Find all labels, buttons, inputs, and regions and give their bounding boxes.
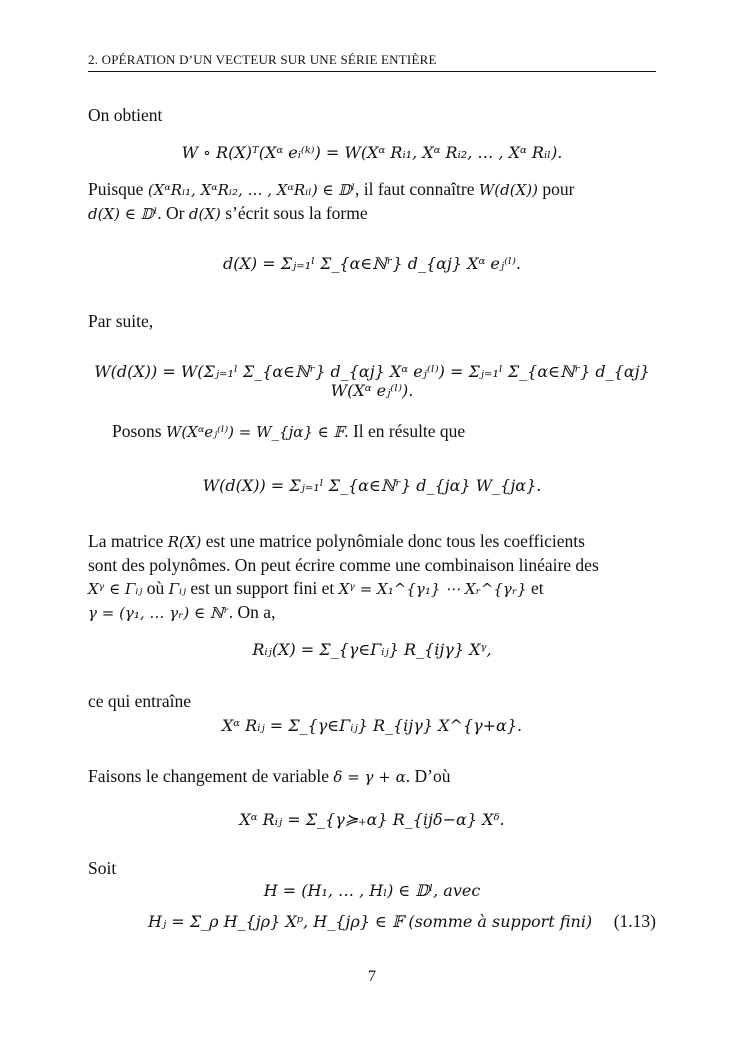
paragraph-soit: Soit: [88, 858, 117, 878]
page-number: 7: [368, 968, 376, 985]
text-segment: sont des polynômes. On peut écrire comme une combinaison linéaire des: [88, 555, 599, 575]
text-segment: pour: [538, 179, 575, 199]
math-inline: Xᵞ ∈ Γᵢⱼ: [88, 580, 143, 598]
math-inline: d(X): [188, 205, 221, 223]
paragraph-posons: [112, 420, 658, 444]
text-segment: et: [526, 578, 544, 598]
equation-change-variable: Xᵅ Rᵢⱼ = Σ_{γ≽₊α} R_{ijδ−α} Xᵟ.: [239, 810, 505, 829]
text-segment: est un support fini et: [186, 578, 339, 598]
math-inline: R(X): [167, 533, 202, 551]
text-segment: où: [142, 578, 169, 598]
text-segment: , il faut connaître: [354, 179, 479, 199]
paragraph-par-suite: Par suite,: [88, 311, 154, 331]
text-segment: s’écrit sous la forme: [220, 203, 368, 223]
math-inline: Γᵢⱼ: [168, 580, 186, 598]
text-segment: . Or: [157, 203, 189, 223]
text-segment: Posons: [112, 421, 166, 441]
equation-h-vector: H = (H₁, … , Hₗ) ∈ 𝔻ˡ, avec: [263, 881, 481, 900]
equation-r-ij: Rᵢⱼ(X) = Σ_{γ∈Γᵢⱼ} R_{ijγ} Xᵞ,: [252, 640, 492, 659]
math-inline: W(Xᵅeⱼ⁽ˡ⁾) = W_{jα} ∈ 𝔽: [165, 423, 345, 441]
equation-w-composed-r: W ∘ R(X)ᵀ(Xᵅ eᵢ⁽ᵏ⁾) = W(Xᵅ Rᵢ₁, Xᵅ Rᵢ₂, … , Xᵅ Rᵢₗ).: [181, 143, 563, 162]
paragraph-faisons: [88, 765, 658, 789]
equation-d-of-x: d(X) = Σⱼ₌₁ˡ Σ_{α∈ℕʳ} d_{αj} Xᵅ eⱼ⁽ˡ⁾.: [223, 254, 521, 273]
text-segment: . On a,: [228, 602, 276, 622]
equation-number: (1.13): [613, 911, 656, 931]
text-segment: est une matrice polynômiale donc tous les coefficients: [201, 531, 585, 551]
text-segment: . Il en résulte que: [344, 421, 466, 441]
text-segment: La matrice: [88, 531, 168, 551]
equation-x-alpha-r-ij: Xᵅ Rᵢⱼ = Σ_{γ∈Γᵢⱼ} R_{ijγ} X^{γ+α}.: [221, 716, 523, 735]
math-inline: (XᵅRᵢ₁, XᵅRᵢ₂, … , XᵅRᵢₗ) ∈ 𝔻ˡ: [147, 181, 355, 199]
header-rule: [88, 71, 656, 72]
math-inline: Xᵞ = X₁^{γ₁} ⋯ Xᵣ^{γᵣ}: [338, 580, 527, 598]
paragraph-la-matrice: [88, 530, 658, 625]
equation-h-j: Hⱼ = Σ_ρ H_{jρ} Xᵖ, H_{jρ} ∈ 𝔽 (somme à support fini): [148, 912, 593, 931]
paragraph-ce-qui-entraine: ce qui entraîne: [88, 691, 192, 711]
math-inline: γ = (γ₁, … γᵣ) ∈ ℕʳ: [88, 604, 229, 622]
math-inline: δ = γ + α: [333, 768, 406, 786]
paragraph-on-obtient: On obtient: [88, 105, 163, 125]
equation-w-d-result: W(d(X)) = Σⱼ₌₁ˡ Σ_{α∈ℕʳ} d_{jα} W_{jα}.: [202, 476, 542, 495]
text-segment: . D’où: [405, 766, 451, 786]
math-inline: d(X) ∈ 𝔻ˡ: [88, 205, 158, 223]
text-segment: Puisque: [88, 179, 148, 199]
equation-w-of-d: W(d(X)) = W(Σⱼ₌₁ˡ Σ_{α∈ℕʳ} d_{αj} Xᵅ eⱼ⁽ˡ⁾) = Σⱼ₌₁ˡ Σ_{α∈ℕʳ} d_{αj} W(Xᵅ eⱼ⁽ˡ⁾).: [94, 362, 650, 400]
running-header: 2. OPÉRATION D’UN VECTEUR SUR UNE SÉRIE ENTIÈRE: [88, 52, 437, 67]
text-segment: Faisons le changement de variable: [88, 766, 334, 786]
math-inline: W(d(X)): [478, 181, 538, 199]
paragraph-puisque: [88, 178, 658, 226]
